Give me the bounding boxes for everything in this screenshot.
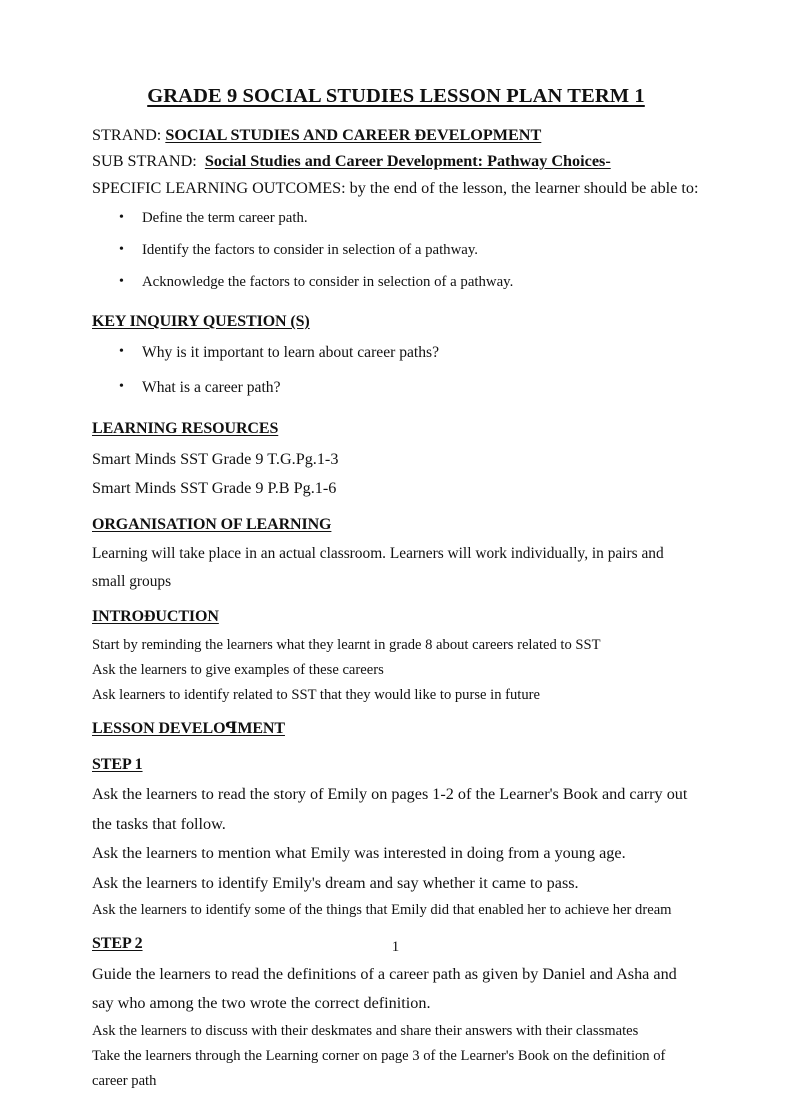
step-1-line: Ask the learners to identify some of the things that Emily did that enabled her to achieve her dream (92, 902, 672, 919)
key-inquiry-heading-row (92, 303, 700, 337)
step-1-heading: STEP 1 (92, 755, 143, 773)
key-inquiry-heading: KEY INQUIRY QUESTION (S) (92, 312, 310, 330)
bullet-icon: • (119, 241, 124, 257)
step-1-line: Ask the learners to read the story of Emily on pages 1-2 of the Learner's Book and carry out the tasks that follow. (92, 785, 688, 833)
list-item (92, 375, 700, 402)
key-inquiry-list (92, 340, 700, 402)
learning-resources-heading: LEARNING RESOURCES (92, 420, 279, 438)
list-item (92, 206, 700, 231)
list-item-label: Acknowledge the factors to consider in selection of a pathway. (142, 274, 514, 291)
step-2-line: Take the learners through the Learning corner on page 3 of the Learner's Book on the definition of career path (92, 1048, 666, 1090)
introduction-heading-row (92, 598, 700, 632)
list-item-label: Identify the factors to consider in selection of a pathway. (142, 241, 478, 258)
list-item-label: What is a career path? (142, 379, 281, 397)
strand-value: SOCIAL STUDIES AND CAREER ƉEVELOPMENT (165, 125, 542, 144)
sub-strand-row (92, 148, 700, 174)
lesson-development-heading: LESSON DEVELOꟼMENT (92, 720, 285, 738)
bullet-icon: • (119, 344, 124, 360)
learning-resources-heading-row (92, 410, 700, 444)
step-1-line: Ask the learners to identify Emily's dream and say whether it came to pass. (92, 873, 579, 892)
list-item (92, 340, 700, 367)
learning-resource-item: Smart Minds SST Grade 9 T.G.Pg.1-3 (92, 449, 339, 468)
introduction-heading: INTROƉUCTION (92, 608, 219, 626)
list-item (92, 238, 700, 263)
specific-learning-outcomes-intro: SPECIFIC LEARNING OUTCOMES: by the end of the lesson, the learner should be able to: (92, 179, 699, 198)
introduction-line: Ask learners to identify related to SST that they would like to purse in future (92, 687, 540, 704)
list-item-label: Define the term career path. (142, 209, 308, 226)
step-2-line: Ask the learners to discuss with their deskmates and share their answers with their classmates (92, 1022, 639, 1039)
page-title: GRADE 9 SOCIAL STUDIES LESSON PLAN TERM 1 (147, 85, 645, 107)
bullet-icon: • (119, 274, 124, 290)
strand-label: STRAND: (92, 125, 162, 144)
step-2-heading: STEP 2 (92, 935, 143, 953)
step-1-line: Ask the learners to mention what Emily was interested in doing from a young age. (92, 844, 626, 863)
list-item (92, 270, 700, 295)
strand-row (92, 122, 700, 148)
learning-resource-item: Smart Minds SST Grade 9 P.B Pg.1-6 (92, 479, 337, 498)
sub-strand-label: SUB STRAND: (92, 151, 197, 170)
list-item-label: Why is it important to learn about career paths? (142, 344, 440, 362)
organisation-of-learning-heading: ORGANISATION OF LEARNING (92, 515, 332, 533)
lesson-development-heading-row (92, 710, 700, 744)
step-2-line: Guide the learners to read the definitions of a career path as given by Daniel and Asha and say who among the two wrote the correct definition. (92, 964, 677, 1013)
sub-strand-value: Social Studies and Career Development: Pathway Choices- (204, 151, 611, 170)
bullet-icon: • (119, 379, 124, 395)
organisation-heading-row (92, 506, 700, 540)
bullet-icon: • (119, 209, 124, 225)
organisation-of-learning-body: Learning will take place in an actual classroom. Learners will work individually, in pairs and small groups (92, 545, 664, 591)
step-1-heading-row (92, 746, 700, 780)
introduction-line: Start by reminding the learners what they learnt in grade 8 about careers related to SST (92, 636, 601, 653)
specific-learning-outcomes-list (92, 206, 700, 296)
introduction-line: Ask the learners to give examples of these careers (92, 661, 384, 678)
page-number: 1 (391, 939, 400, 955)
